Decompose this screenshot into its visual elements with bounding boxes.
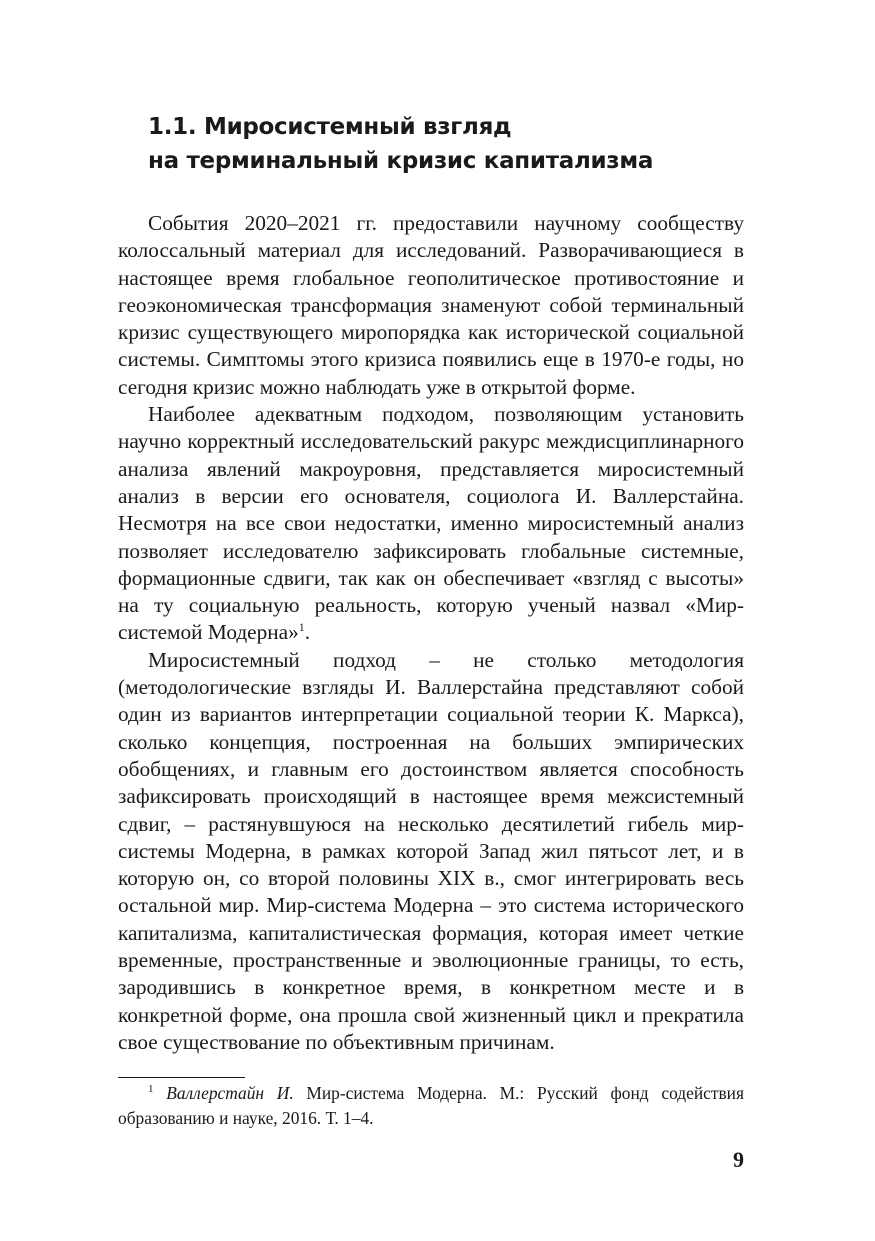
- section-heading-line-2: на терминальный кризис капитализма: [148, 148, 654, 174]
- page-number: 9: [733, 1147, 744, 1172]
- paragraph-1-text: События 2020–2021 гг. предоставили научному сообществу колоссальный материал для исследований. Разворачивающиеся в настоящее время глобальное геополитическое противостояние и геоэкономическая трансформация знаменуют собой терминальный кризис существующего миропорядка как исторической социальной системы. Симптомы этого кризиса появились еще в 1970-е годы, но сегодня кризис можно наблюдать уже в открытой форме.: [118, 211, 744, 399]
- paragraph-3-text: Миросистемный подход – не столько методология (методологические взгляды И. Валлерстайна представляют собой один из вариантов интерпретации социальной теории К. Маркса), сколько концепция, построенная на больших эмпирических обобщениях, и главным его достоинством является способность зафиксировать происходящий в настоящее время межсистемный сдвиг, – растянувшуюся на несколько десятилетий гибель мир-системы Модерна, в рамках которой Запад жил пятьсот лет, и в которую он, со второй половины XIX в., смог интегрировать весь остальной мир. Мир-система Модерна – это система исторического капитализма, капиталистическая формация, которая имеет четкие временные, пространственные и эволюционные границы, то есть, зародившись в конкретное время, в конкретном месте и в конкретной форме, она прошла свой жизненный цикл и прекратила свое существование по объективным причинам.: [118, 647, 744, 1054]
- paragraph-2: [118, 401, 744, 647]
- paragraph-2-end: .: [304, 620, 311, 645]
- paragraph-2-text: Наиболее адекватным подходом, позволяющим установить научно корректный исследовательский ракурс междисциплинарного анализа явлений макроуровня, представляется миросистемный анализ в версии его основателя, социолога И. Валлерстайна. Несмотря на все свои недостатки, именно миросистемный анализ позволяет исследователю зафиксировать глобальные системные, формационные сдвиги, так как он обеспечивает «взгляд с высоты» на ту социальную реальность, которую ученый назвал «Мир-системой Модерна»: [118, 402, 744, 645]
- paragraph-3: [118, 647, 744, 1056]
- footnote: [118, 1081, 744, 1131]
- footnote-number: 1: [148, 1083, 154, 1096]
- page-body: [118, 110, 744, 1056]
- section-heading: [148, 110, 744, 178]
- footnote-text: Мир-система Модерна. М.: Русский фонд содействия образованию и науке, 2016. Т. 1–4.: [118, 1083, 744, 1128]
- footnote-author: Валлерстайн И.: [166, 1083, 294, 1103]
- paragraph-1: [118, 210, 744, 401]
- footnote-reference[interactable]: 1: [298, 620, 305, 635]
- footnote-divider: [118, 1077, 245, 1078]
- section-heading-line-1: 1.1. Миросистемный взгляд: [148, 114, 512, 140]
